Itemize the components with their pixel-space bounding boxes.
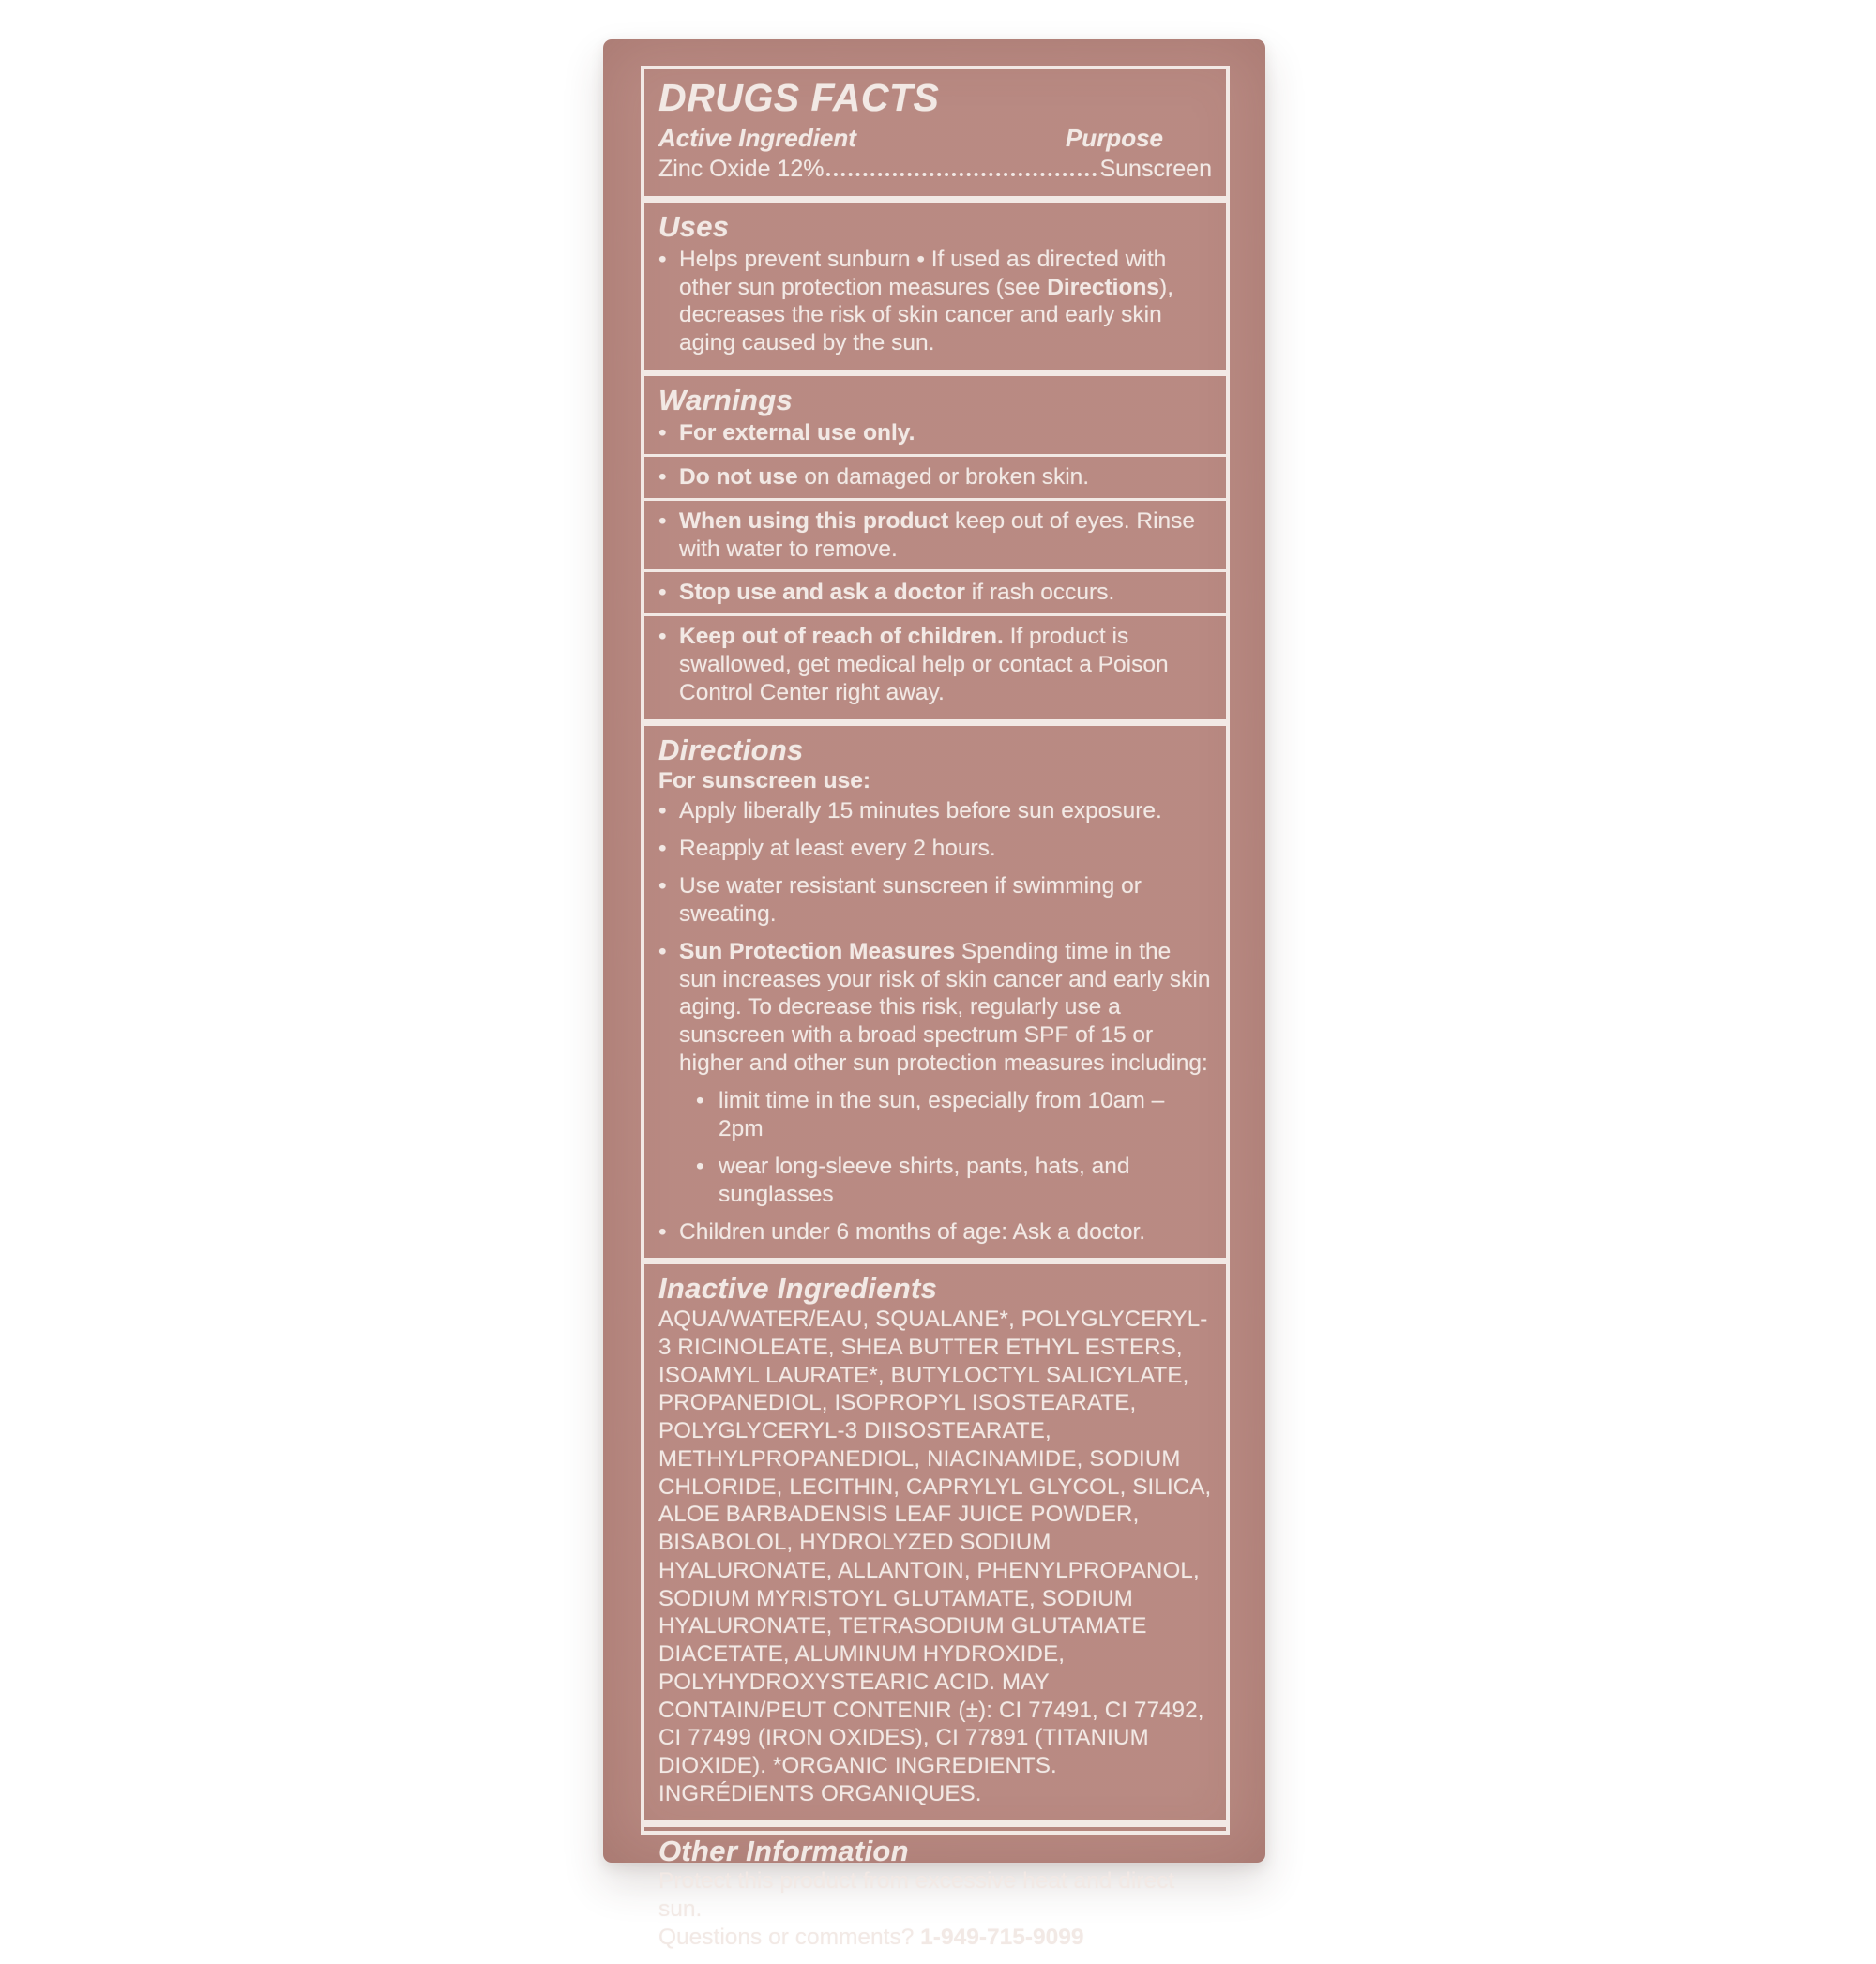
section-directions xyxy=(644,726,1226,1259)
uses-heading: Uses xyxy=(658,210,730,244)
section-divider xyxy=(644,370,1226,376)
warning-divider xyxy=(644,613,1226,616)
direction-rest: Spending time in the sun increases your risk of skin cancer and early skin aging. To decrease this risk, regularly use a sunscreen with a broad spectrum SPF of 15 or higher and other sun protection measures including: xyxy=(679,938,1211,1077)
warning-item xyxy=(658,419,1212,447)
drug-facts-panel xyxy=(603,39,1265,1950)
warnings-heading: Warnings xyxy=(658,384,794,417)
direction-text xyxy=(679,872,1212,929)
purpose-label: Purpose xyxy=(1065,124,1163,153)
bullet-glyph: • xyxy=(658,836,667,862)
active-ingredient-label: Active Ingredient xyxy=(658,124,856,153)
warning-item xyxy=(658,623,1212,707)
bullet-glyph: • xyxy=(658,419,667,446)
direction-item xyxy=(658,835,1212,863)
warning-bold: When using this product xyxy=(679,507,949,534)
phone-number: 1-949-715-9099 xyxy=(920,1924,1084,1950)
section-divider xyxy=(644,1820,1226,1827)
warning-bold: For external use only. xyxy=(679,419,915,446)
other-information-text: Protect this product from excessive heat and direct sun. xyxy=(658,1868,1175,1923)
direction-text xyxy=(679,835,1212,863)
bullet-glyph: • xyxy=(658,246,667,272)
direction-sub-text: wear long-sleeve shirts, pants, hats, and sunglasses xyxy=(719,1153,1130,1207)
warning-rest: keep out of eyes. Rinse with water to remove. xyxy=(679,507,1196,562)
direction-item xyxy=(658,872,1212,929)
warning-item xyxy=(658,579,1212,607)
directions-subheading: For sunscreen use: xyxy=(658,767,871,793)
uses-text-part1: Helps prevent sunburn • If used as directed with other sun protection measures (see xyxy=(679,246,1167,300)
bullet-glyph: • xyxy=(658,872,667,899)
direction-bold: Sun Protection Measures xyxy=(679,938,956,964)
bullet-glyph: • xyxy=(658,938,667,964)
direction-sub-text: limit time in the sun, especially from 10am – 2pm xyxy=(719,1088,1165,1141)
warning-text xyxy=(679,623,1212,707)
bullet-glyph: • xyxy=(658,798,667,824)
bullet-glyph: • xyxy=(658,580,667,606)
inactive-ingredients-text: AQUA/WATER/EAU, SQUALANE*, POLYGLYCERYL-3 RICINOLEATE, SHEA BUTTER ETHYL ESTERS, ISOAMYL LAURATE*, BUTYLOCTYL SALICYLATE, PROPANEDIOL, ISOPROPYL ISOSTEARATE, POLYGLYCERYL-3 DIISOSTEARATE, METHYLPROPANEDIOL, NIACINAMIDE, SODIUM CHLORIDE, LECITHIN, CAPRYLYL GLYCOL, SILICA, ALOE BARBADENSIS LEAF JUICE POWDER, BISABOLOL, HYDROLYZED SODIUM HYALURONATE, ALLANTOIN, PHENYLPROPANOL, SODIUM MYRISTOYL GLUTAMATE, SODIUM HYALURONATE, TETRASODIUM GLUTAMATE DIACETATE, ALUMINUM HYDROXIDE, POLYHYDROXYSTEARIC ACID. MAY CONTAIN/PEUT CONTENIR (±): CI 77491, CI 77492, CI 77499 (IRON OXIDES), CI 77891 (TITANIUM DIOXIDE). *ORGANIC INGREDIENTS. INGRÉDIENTS ORGANIQUES. xyxy=(658,1307,1212,1806)
direction-rest: Use water resistant sunscreen if swimming or sweating. xyxy=(679,872,1142,927)
drug-facts-frame xyxy=(641,66,1230,1950)
warning-item xyxy=(658,463,1212,491)
warning-bold: Keep out of reach of children. xyxy=(679,624,1004,650)
bullet-glyph: • xyxy=(658,463,667,490)
warning-bold: Stop use and ask a doctor xyxy=(679,580,965,606)
bullet-glyph: • xyxy=(658,624,667,650)
section-warnings xyxy=(644,376,1226,719)
direction-text xyxy=(679,938,1212,1078)
warning-item xyxy=(658,507,1212,564)
uses-text-part2: ), decreases the risk of skin cancer and early skin aging caused by the sun. xyxy=(679,274,1173,356)
direction-text: Children under 6 months of age: Ask a doctor. xyxy=(679,1218,1146,1245)
section-header xyxy=(644,69,1226,196)
directions-heading: Directions xyxy=(658,733,804,766)
direction-rest: Apply liberally 15 minutes before sun exposure. xyxy=(679,798,1162,824)
dot-leader xyxy=(826,173,1097,176)
warning-rest: If product is swallowed, get medical help or contact a Poison Control Center right away. xyxy=(679,624,1169,705)
bullet-glyph: • xyxy=(658,1218,667,1245)
uses-bullet-item xyxy=(658,246,1212,358)
bullet-glyph: • xyxy=(696,1088,704,1114)
direction-item xyxy=(658,797,1212,825)
section-inactive-ingredients xyxy=(644,1264,1226,1820)
direction-rest: Reapply at least every 2 hours. xyxy=(679,836,996,862)
other-information-heading: Other Information xyxy=(658,1834,909,1867)
uses-text xyxy=(679,246,1212,358)
bullet-glyph: • xyxy=(658,507,667,534)
section-divider xyxy=(644,196,1226,203)
section-uses xyxy=(644,203,1226,370)
section-divider xyxy=(644,1258,1226,1264)
warning-divider xyxy=(644,498,1226,501)
direction-sub-item xyxy=(696,1087,1212,1143)
direction-text xyxy=(679,797,1212,825)
section-divider xyxy=(644,719,1226,726)
warning-divider xyxy=(644,454,1226,457)
bullet-glyph: • xyxy=(696,1153,704,1179)
warning-divider xyxy=(644,569,1226,572)
warning-rest: on damaged or broken skin. xyxy=(797,463,1090,490)
uses-text-bold: Directions xyxy=(1047,274,1160,300)
questions-label: Questions or comments? xyxy=(658,1924,915,1950)
direction-item xyxy=(658,938,1212,1078)
drugs-facts-title: DRUGS FACTS xyxy=(658,76,940,119)
warning-text xyxy=(679,463,1212,491)
inactive-ingredients-heading: Inactive Ingredients xyxy=(658,1272,938,1306)
warning-bold: Do not use xyxy=(679,463,798,490)
ingredient-header-row xyxy=(658,123,1212,154)
warning-rest: if rash occurs. xyxy=(964,580,1115,606)
direction-item xyxy=(658,1218,1212,1246)
section-other-information xyxy=(644,1827,1226,1964)
questions-line xyxy=(658,1924,1212,1952)
warning-text xyxy=(679,507,1212,564)
ingredient-row xyxy=(658,154,1212,185)
ingredient-name: Zinc Oxide 12% xyxy=(658,155,825,182)
warning-text xyxy=(679,419,1212,447)
purpose-value: Sunscreen xyxy=(1099,155,1212,182)
direction-sub-item xyxy=(696,1153,1212,1209)
warning-text xyxy=(679,579,1212,607)
